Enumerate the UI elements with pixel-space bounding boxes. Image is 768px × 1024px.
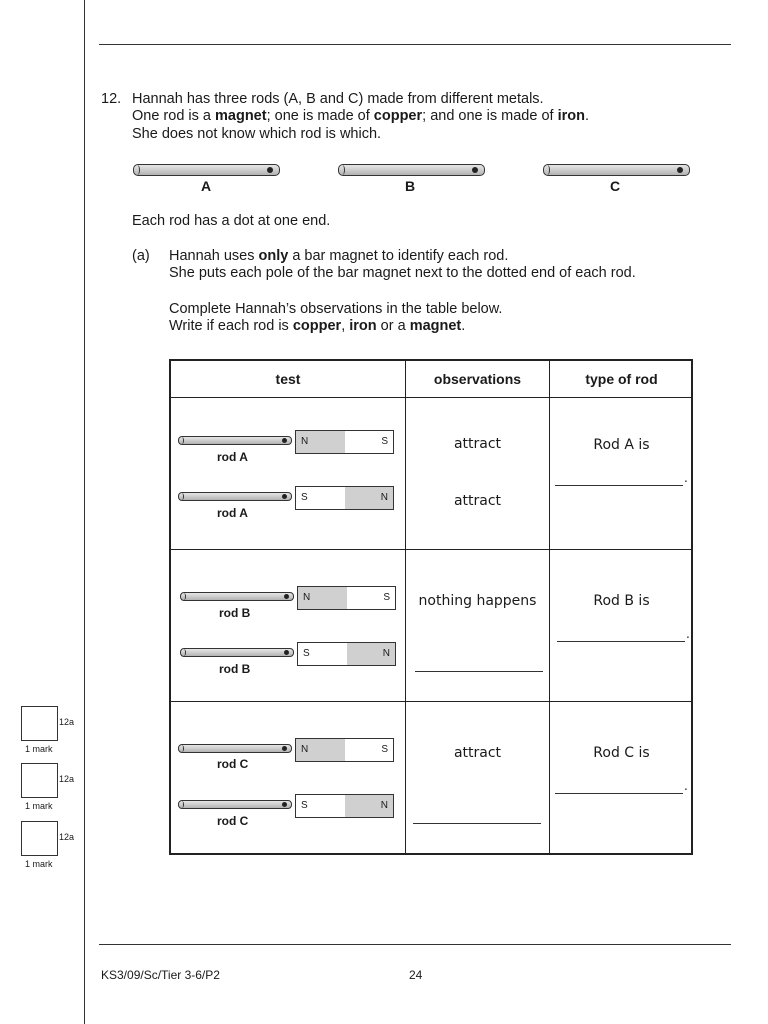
footer-code: KS3/09/Sc/Tier 3-6/P2: [101, 968, 220, 982]
bar-magnet-ns: N S: [295, 738, 394, 762]
part-a-line4: Write if each rod is copper, iron or a magnet.: [169, 318, 466, 334]
rod-icon: [178, 800, 292, 809]
answer-line-rod-a[interactable]: [555, 485, 683, 486]
question-intro-line2: One rod is a magnet; one is made of copper; and one is made of iron.: [132, 108, 589, 124]
observation-b1: nothing happens: [418, 593, 537, 609]
bar-magnet-sn: S N: [295, 794, 394, 818]
margin-line: [84, 0, 85, 1024]
part-a-line2: She puts each pole of the bar magnet next to the dotted end of each rod.: [169, 265, 636, 281]
header-observations: observations: [433, 371, 522, 387]
observation-answer-line-b[interactable]: [415, 671, 543, 672]
rod-b-illustration: [338, 164, 485, 176]
mark-code: 12a: [59, 832, 75, 842]
type-rod-c: Rod C is: [593, 745, 650, 761]
type-rod-a: Rod A is: [593, 437, 650, 453]
rod-a-label: A: [200, 178, 212, 194]
rod-label: rod B: [219, 606, 251, 620]
dot-note: Each rod has a dot at one end.: [132, 213, 331, 229]
mark-label: 1 mark: [25, 744, 53, 754]
bar-magnet-ns: N S: [297, 586, 396, 610]
observation-c1: attract: [453, 745, 502, 761]
mark-box[interactable]: [21, 706, 58, 741]
question-number: 12.: [101, 91, 122, 107]
mark-box[interactable]: [21, 821, 58, 856]
rod-c-illustration: [543, 164, 690, 176]
mark-code: 12a: [59, 774, 75, 784]
rod-label: rod A: [217, 450, 248, 464]
page-number: 24: [409, 968, 423, 982]
part-a-line3: Complete Hannah’s observations in the table below.: [169, 301, 503, 317]
rod-icon: [180, 592, 294, 601]
rod-label: rod B: [219, 662, 251, 676]
part-a-line1: Hannah uses only a bar magnet to identify each rod.: [169, 248, 509, 264]
rod-label: rod C: [217, 814, 249, 828]
bar-magnet-sn: S N: [297, 642, 396, 666]
header-test: test: [275, 371, 301, 387]
rod-label: rod A: [217, 506, 248, 520]
footer-rule: [99, 944, 731, 945]
observations-table: test observations type of rod N S rod A S N rod A attract attract Rod A is . N S rod B S N rod B nothing happens Rod B is . N S rod C S N rod C attract Rod C is .: [169, 359, 693, 855]
rod-icon: [178, 436, 292, 445]
rod-label: rod C: [217, 757, 249, 771]
type-rod-b: Rod B is: [593, 593, 650, 609]
observation-answer-line-c[interactable]: [413, 823, 541, 824]
observation-a1: attract: [453, 436, 502, 452]
rod-b-label: B: [404, 178, 416, 194]
header-type-of-rod: type of rod: [585, 371, 658, 387]
question-intro-line1: Hannah has three rods (A, B and C) made from different metals.: [132, 91, 544, 107]
rod-icon: [180, 648, 294, 657]
header-rule: [99, 44, 731, 45]
mark-label: 1 mark: [25, 859, 53, 869]
bar-magnet-sn: S N: [295, 486, 394, 510]
rod-icon: [178, 744, 292, 753]
mark-box[interactable]: [21, 763, 58, 798]
question-intro-line3: She does not know which rod is which.: [132, 126, 382, 142]
part-a-label: (a): [132, 248, 150, 264]
mark-code: 12a: [59, 717, 75, 727]
rod-c-label: C: [609, 178, 621, 194]
bar-magnet-ns: N S: [295, 430, 394, 454]
rod-icon: [178, 492, 292, 501]
answer-line-rod-b[interactable]: [557, 641, 685, 642]
observation-a2: attract: [453, 493, 502, 509]
rod-a-illustration: [133, 164, 280, 176]
mark-label: 1 mark: [25, 801, 53, 811]
answer-line-rod-c[interactable]: [555, 793, 683, 794]
